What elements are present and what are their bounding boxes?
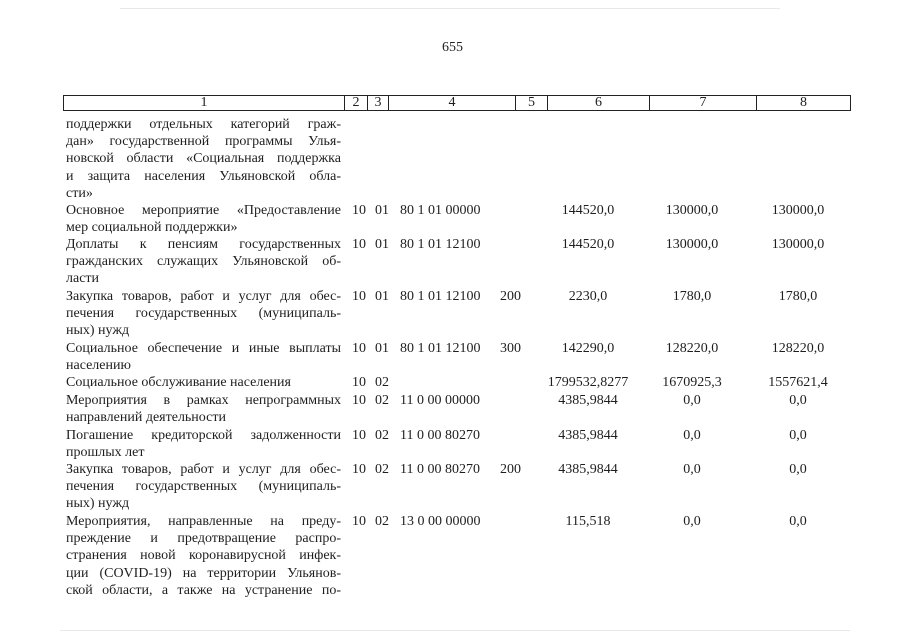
target-article-code: 13 0 00 00000: [400, 514, 481, 529]
description-line: поддержки отдельных категорий граж-: [66, 117, 341, 132]
amount-col-7: 128220,0: [665, 341, 719, 356]
description-line: преждение и предотвращение распро-: [66, 531, 341, 547]
amount-col-7: 130000,0: [665, 237, 719, 252]
amount-col-8: 0,0: [789, 514, 807, 529]
subsection-code: 01: [375, 203, 389, 218]
description-line: дан» государственной программы Улья-: [66, 134, 341, 150]
row-description: [66, 513, 341, 599]
description-line: и защита населения Ульяновской обла-: [66, 168, 341, 184]
row-description: [66, 288, 341, 340]
description-line: Мероприятия, направленные на преду-: [66, 514, 341, 529]
amount-col-6: 4385,9844: [558, 428, 618, 443]
amount-col-7: 0,0: [683, 462, 701, 477]
expense-type-code: 300: [500, 341, 521, 356]
amount-col-6: 115,518: [565, 514, 611, 529]
amount-col-8: 1780,0: [778, 289, 818, 304]
amount-col-8: 0,0: [789, 428, 807, 443]
amount-col-7: 1670925,3: [662, 375, 722, 390]
description-line: печения государственных (муниципаль-: [66, 306, 341, 322]
amount-col-8: 130000,0: [771, 203, 825, 218]
description-line: прошлых лет: [66, 445, 145, 461]
header-col-6: 6: [548, 96, 650, 111]
description-line: гражданских служащих Ульяновской об-: [66, 254, 341, 270]
amount-col-8: 0,0: [789, 462, 807, 477]
amount-col-8: 130000,0: [771, 237, 825, 252]
section-code: 10: [352, 375, 366, 390]
expense-type-code: 200: [500, 462, 521, 477]
target-article-code: 80 1 01 00000: [400, 203, 481, 218]
header-col-7: 7: [650, 96, 757, 111]
description-line: населению: [66, 358, 131, 374]
description-line: мер социальной поддержки»: [66, 220, 238, 236]
subsection-code: 02: [375, 393, 389, 408]
description-line: Основное мероприятие «Предоставление: [66, 203, 341, 218]
description-line: печения государственных (муниципаль-: [66, 479, 341, 495]
target-article-code: 80 1 01 12100: [400, 341, 481, 356]
header-col-1: 1: [64, 96, 345, 111]
target-article-code: 11 0 00 80270: [400, 462, 480, 477]
amount-col-8: 1557621,4: [768, 375, 828, 390]
description-line: странения новой коронавирусной инфек-: [66, 548, 341, 564]
subsection-code: 02: [375, 428, 389, 443]
subsection-code: 02: [375, 514, 389, 529]
amount-col-8: 0,0: [789, 393, 807, 408]
section-code: 10: [352, 341, 366, 356]
description-line: Погашение кредиторской задолженности: [66, 428, 341, 443]
header-col-3: 3: [368, 96, 389, 111]
description-line: направлений деятельности: [66, 410, 226, 426]
section-code: 10: [352, 428, 366, 443]
row-description: [66, 116, 341, 202]
description-line: Закупка товаров, работ и услуг для обес-: [66, 462, 341, 477]
subsection-code: 01: [375, 341, 389, 356]
subsection-code: 01: [375, 237, 389, 252]
section-code: 10: [352, 237, 366, 252]
row-description: [66, 374, 341, 391]
description-line: Закупка товаров, работ и услуг для обес-: [66, 289, 341, 304]
row-description: [66, 340, 341, 374]
description-line: новской области «Социальная поддержка: [66, 151, 341, 167]
target-article-code: 80 1 01 12100: [400, 237, 481, 252]
row-description: [66, 392, 341, 426]
description-line: Социальное обеспечение и иные выплаты: [66, 341, 341, 356]
amount-col-6: 142290,0: [561, 341, 615, 356]
description-line: ласти: [66, 271, 100, 287]
section-code: 10: [352, 393, 366, 408]
header-col-5: 5: [516, 96, 548, 111]
scan-edge-artifact: [60, 630, 850, 631]
section-code: 10: [352, 462, 366, 477]
expense-type-code: 200: [500, 289, 521, 304]
subsection-code: 01: [375, 289, 389, 304]
row-description: [66, 461, 341, 513]
header-col-2: 2: [345, 96, 368, 111]
section-code: 10: [352, 514, 366, 529]
section-code: 10: [352, 203, 366, 218]
scan-edge-artifact: [120, 8, 780, 9]
amount-col-7: 0,0: [683, 428, 701, 443]
amount-col-6: 4385,9844: [558, 393, 618, 408]
description-line: Социальное обслуживание населения: [66, 375, 291, 390]
header-col-8: 8: [757, 96, 851, 111]
description-line: Мероприятия в рамках непрограммных: [66, 393, 341, 408]
section-code: 10: [352, 289, 366, 304]
amount-col-6: 1799532,8277: [547, 375, 629, 390]
row-description: [66, 202, 341, 236]
row-description: [66, 236, 341, 288]
amount-col-8: 128220,0: [771, 341, 825, 356]
subsection-code: 02: [375, 375, 389, 390]
description-line: Доплаты к пенсиям государственных: [66, 237, 341, 252]
page-number: 655: [442, 40, 463, 55]
amount-col-6: 4385,9844: [558, 462, 618, 477]
amount-col-6: 144520,0: [561, 203, 615, 218]
target-article-code: 80 1 01 12100: [400, 289, 481, 304]
target-article-code: 11 0 00 80270: [400, 428, 480, 443]
row-description: [66, 427, 341, 461]
amount-col-7: 130000,0: [665, 203, 719, 218]
amount-col-6: 2230,0: [568, 289, 608, 304]
target-article-code: 11 0 00 00000: [400, 393, 480, 408]
amount-col-7: 0,0: [683, 393, 701, 408]
description-line: ных) нужд: [66, 323, 130, 339]
description-line: ции (COVID-19) на территории Ульянов-: [66, 565, 341, 581]
amount-col-7: 0,0: [683, 514, 701, 529]
description-line: ных) нужд: [66, 496, 130, 512]
description-line: ской области, а также на устранение по-: [66, 582, 341, 598]
subsection-code: 02: [375, 462, 389, 477]
description-line: сти»: [66, 185, 93, 201]
amount-col-6: 144520,0: [561, 237, 615, 252]
header-col-4: 4: [389, 96, 516, 111]
amount-col-7: 1780,0: [672, 289, 712, 304]
